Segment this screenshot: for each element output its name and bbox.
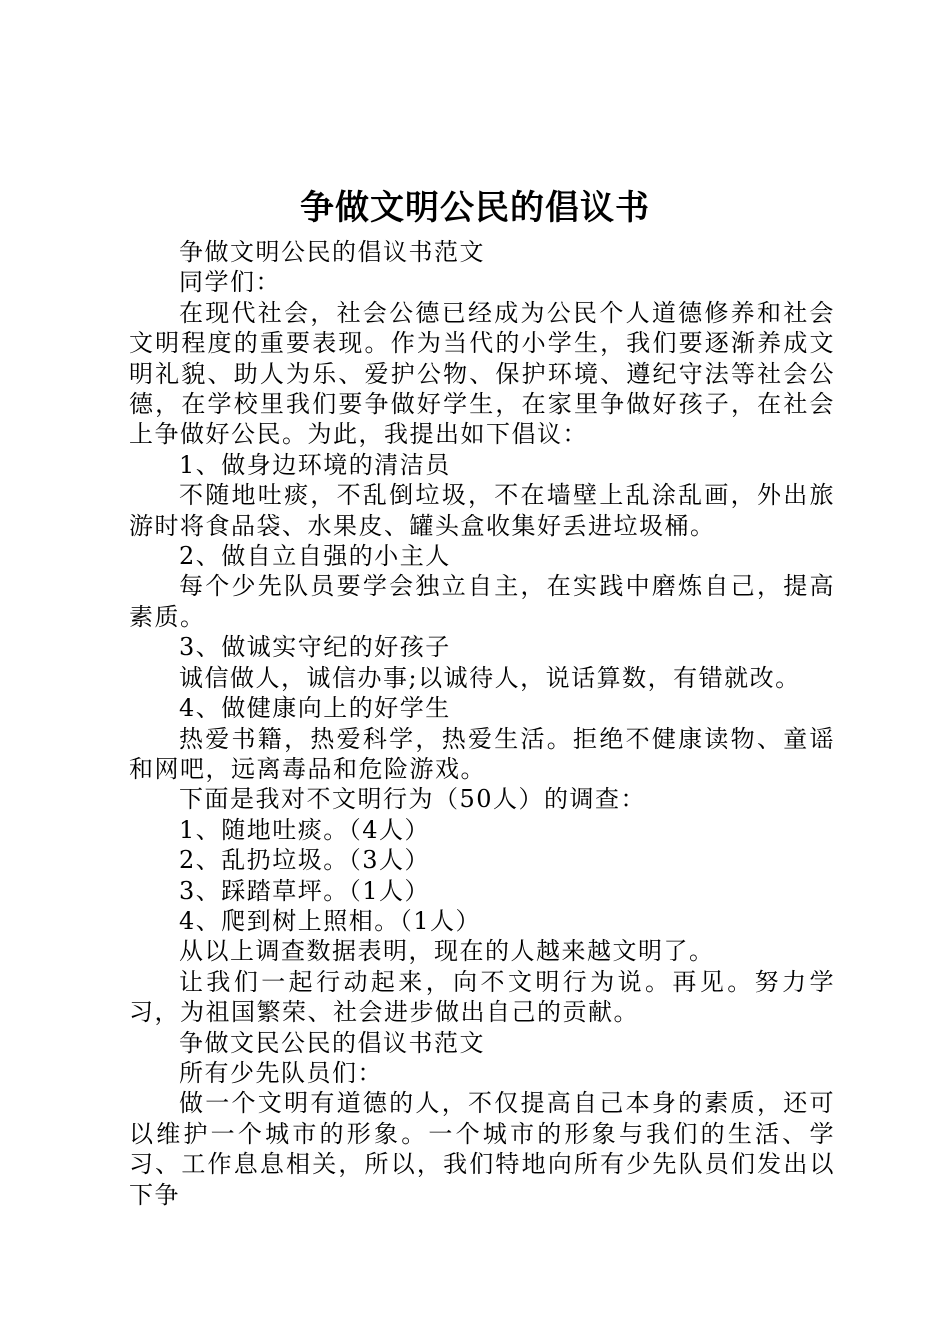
proposal-text-1: 不随地吐痰，不乱倒垃圾，不在墙壁上乱涂乱画，外出旅游时将食品袋、水果皮、罐头盒收集好丢进垃圾桶。 <box>129 481 835 540</box>
paragraph-intro: 在现代社会，社会公德已经成为公民个人道德修养和社会文明程度的重要表现。作为当代的小学生，我们要逐渐养成文明礼貌、助人为乐、爱护公物、保护环境、遵纪守法等社会公德，在学校里我们要争做好学生，在家里争做好孩子，在社会上争做好公民。为此，我提出如下倡议： <box>129 298 835 449</box>
proposal-heading-1: 1、做身边环境的清洁员 <box>179 450 451 479</box>
proposal-heading-3: 3、做诚实守纪的好孩子 <box>179 633 451 662</box>
paragraph-salutation-2: 所有少先队员们： <box>179 1058 383 1087</box>
proposal-text-3: 诚信做人，诚信办事;以诚待人，说话算数，有错就改。 <box>179 663 801 692</box>
proposal-heading-2: 2、做自立自强的小主人 <box>179 542 451 571</box>
proposal-heading-4: 4、做健康向上的好学生 <box>179 694 451 723</box>
document-title: 争做文明公民的倡议书 <box>300 188 650 228</box>
survey-item-1: 1、随地吐痰。（4人） <box>179 815 431 844</box>
survey-intro: 下面是我对不文明行为（50人）的调查： <box>179 785 647 814</box>
paragraph-intro-2: 做一个文明有道德的人，不仅提高自己本身的素质，还可以维护一个城市的形象。一个城市的形象与我们的生活、学习、工作息息相关，所以，我们特地向所有少先队员们发出以下争 <box>129 1089 835 1209</box>
survey-conclusion: 从以上调查数据表明，现在的人越来越文明了。 <box>179 937 715 966</box>
proposal-text-4: 热爱书籍，热爱科学，热爱生活。拒绝不健康读物、童谣和网吧，远离毒品和危险游戏。 <box>129 724 835 783</box>
paragraph-subtitle-2: 争做文民公民的倡议书范文 <box>179 1028 485 1057</box>
survey-item-3: 3、踩踏草坪。（1人） <box>179 876 431 905</box>
proposal-text-2: 每个少先队员要学会独立自主，在实践中磨炼自己，提高素质。 <box>129 572 835 631</box>
survey-item-2: 2、乱扔垃圾。（3人） <box>179 846 431 875</box>
paragraph-subtitle: 争做文明公民的倡议书范文 <box>179 238 485 266</box>
survey-item-4: 4、爬到树上照相。（1人） <box>179 906 482 935</box>
closing-call: 让我们一起行动起来，向不文明行为说。再见。努力学习，为祖国繁荣、社会进步做出自己的贡献。 <box>129 967 835 1027</box>
document-body <box>129 237 835 1210</box>
paragraph-salutation: 同学们： <box>179 268 281 297</box>
